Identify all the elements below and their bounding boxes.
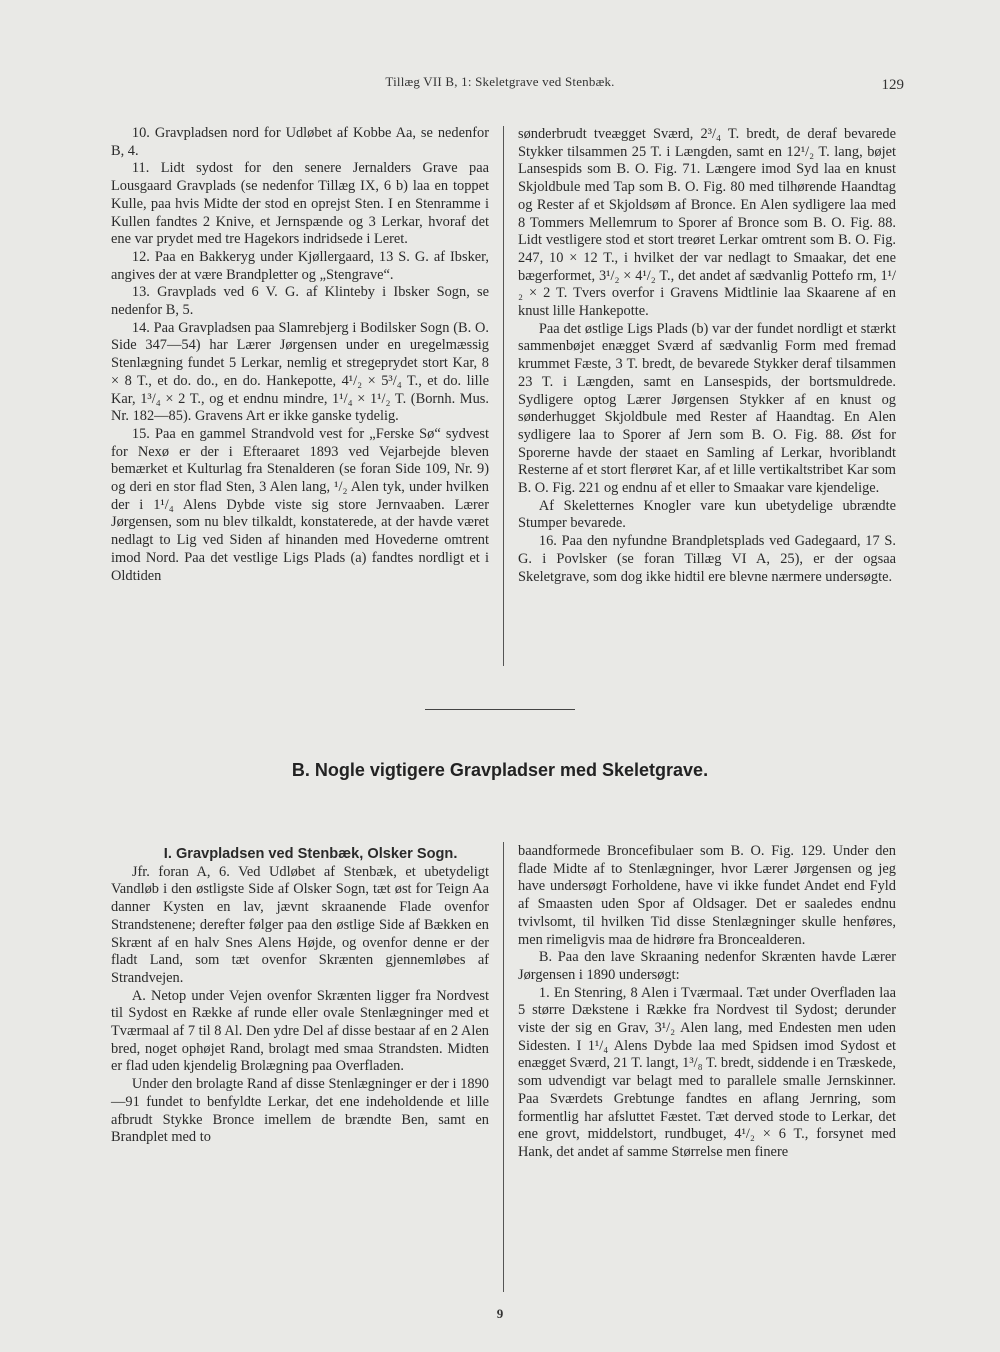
running-header xyxy=(0,74,1000,98)
section-divider xyxy=(425,709,575,710)
paragraph: 12. Paa en Bakkeryg under Kjøllergaard, 13 S. G. af Ibsker, angives der at være Brandpletter og „Stengrave“. xyxy=(111,248,489,283)
column-divider xyxy=(503,842,504,1292)
paragraph: baandformede Broncefibulaer som B. O. Fig. 129. Under den flade Midte af to Stenlægninger, hvor Lærer Jørgensen og jeg have undersøgt Forholdene, have vi ikke fundet Andet end Fyld af Smaasten uden Spor af Oldsager. Det er saaledes endnu tvivlsomt, til hvilken Tid disse Stenlægninger skulle henføres, men rimeligvis maa de hidrøre fra Broncealderen. xyxy=(518,843,896,948)
section-title: B. Nogle vigtigere Gravpladser med Skeletgrave. xyxy=(291,760,709,780)
paragraph: B. Paa den lave Skraaning nedenfor Skrænten havde Lærer Jørgensen i 1890 undersøgt: xyxy=(518,949,896,983)
paragraph: Paa det østlige Ligs Plads (b) var der fundet nordligt et stærkt sammenbøjet enægget Sværd af sædvanlig Form med fremad krummet Fæste, 3 T. bredt, de bevarede Stykker deraf tilsammen 23 T. i Længden, samt en Lansespids, der bortsmuldrede. Sydligere optog Lærer Jørgensen Stykker af en knust og sønderhugget Skjoldbule med Rester af Haandtag. En Alen sydligere laa to Sporer af Jern som B. O. Fig. 88. Øst for Sporerne havde der staaet en Samling af Lerkar, hvoriblandt Resterne af et stort flerøret Kar, af et lille vertikaltstribet Kar som B. O. Fig. 221 og endnu af et eller to Smaakar vare kjendelige. xyxy=(518,320,896,497)
bottom-right-column xyxy=(518,843,896,1162)
signature-mark: 9 xyxy=(496,1306,504,1321)
paragraph: 1. En Stenring, 8 Alen i Tværmaal. Tæt under Overfladen laa 5 større Dækstene i Række fra Nordvest til Sydost; derunder viste der sig en Grav, 3¹/₂ Alen lang, med Endesten men uden Sidesten. I 1¹/₄ Alens Dybde laa med Spidsen imod Sydost et enægget Sværd, 21 T. langt, 1³/₈ T. bredt, siddende i en Træskede, som udvendigt var belagt med to parallele smalle Jernskinner. Paa Sværdets Grebtunge fandtes en aflang Jernring, som formentlig har afsluttet Fæstet. Tæt derved stode to Lerkar, det ene grovt, middelstort, rundbuget, 4¹/₂ × 6 T., forsynet med Hank, det andet af samme Størrelse men finere xyxy=(518,984,896,1160)
column-divider xyxy=(503,126,504,666)
paragraph: 11. Lidt sydost for den senere Jernalders Grave paa Lousgaard Gravplads (se nedenfor Tillæg IX, 6 b) laa en toppet Kulle, paa hvis Midte der stod en oprejst Sten. I en Stenramme i Kullen fandtes 2 Knive, et Jernspænde og 3 Lerkar, hvoraf det ene var prydet med tre Hagekors indridsede i Leret. xyxy=(111,160,489,248)
paragraph: 10. Gravpladsen nord for Udløbet af Kobbe Aa, se nedenfor B, 4. xyxy=(111,125,489,159)
paragraph: 15. Paa en gammel Strandvold vest for „Ferske Sø“ sydvest for Nexø er der i Efteraaret 1893 ved Vejarbejde bleven bemærket et Kulturlag fra Stenalderen (se foran Side 109, Nr. 9) og deri en stor flad Sten, 3 Alen lang, ¹/₂ Alen tyk, under hvilken der i 1¹/₄ Alens Dybde viste sig store Jernvaaben. Lærer Jørgensen, som nu blev tilkaldt, konstaterede, at der havde været nedlagt to Lig ved Siden af hinanden med Hovederne omtrent imod Nord. Paa det vestlige Ligs Plads (a) fandtes nordligt et i Oldtiden xyxy=(111,425,489,584)
subsection-title: I. Gravpladsen ved Stenbæk, Olsker Sogn. xyxy=(163,846,458,862)
paragraph: Af Skeletternes Knogler vare kun ubetydelige ubrændte Stumper bevarede. xyxy=(518,497,896,532)
paragraph: 16. Paa den nyfundne Brandpletsplads ved Gadegaard, 17 S. G. i Povlsker (se foran Tillæg VI A, 25), er der ogsaa Skeletgrave, som dog ikke hidtil ere blevne nærmere undersøgte. xyxy=(518,533,896,585)
paragraph: 14. Paa Gravpladsen paa Slamrebjerg i Bodilsker Sogn (B. O. Side 347—54) har Lærer Jørgensen under en uregelmæssig Stenlægning fundet 5 Lerkar, nemlig et stregeprydet stort Kar, 8 × 8 T., et do. do., en do. Hankepotte, 4¹/₂ × 5³/₄ T., et do. lille Kar, 1³/₄ × 2 T., og et endnu mindre, 1¹/₄ × 1¹/₂ T. (Bornh. Mus. Nr. 182—85). Gravens Art er ikke ganske tydelig. xyxy=(111,319,489,425)
paragraph: A. Netop under Vejen ovenfor Skrænten ligger fra Nordvest til Sydost en Række af runde eller ovale Stenlægninger med et Tværmaal af 7 til 8 Al. Den ydre Del af disse bestaar af en 2 Alen bred, noget ophøjet Rand, brolagt med smaa Strandsten. Midten er flad uden kjendelig Brolægning paa Overfladen. xyxy=(111,987,489,1075)
page-number: 129 xyxy=(881,77,904,93)
top-left-column xyxy=(111,125,489,585)
paragraph: 13. Gravplads ved 6 V. G. af Klinteby i Ibsker Sogn, se nedenfor B, 5. xyxy=(111,284,489,319)
paragraph: Jfr. foran A, 6. Ved Udløbet af Stenbæk, et ubetydeligt Vandløb i den østligste Side af Olsker Sogn, tæt øst for Teign Aa danner Kysten en lav, jævnt skraanende Flade ovenfor Strandstenene; derefter følger paa den østlige Side af Bækken en Skrænt af en halv Snes Alens Højde, og ovenfor denne er der fladt Land, som tæt ovenfor Skrænten gjennemløbes af Strandvejen. xyxy=(111,863,489,986)
paragraph: Under den brolagte Rand af disse Stenlægninger er der i 1890—91 fundet to benfyldte Lerkar, det ene indeholdende et lille afbrudt Stykke Bronce imellem de brændte Ben, samt en Brandplet med to xyxy=(111,1076,489,1146)
bottom-left-column xyxy=(111,846,489,1147)
paragraph: sønderbrudt tveægget Sværd, 2³/₄ T. bredt, de deraf bevarede Stykker tilsammen 25 T. i Længden, samt en 12¹/₂ T. lang, bøjet Lansespids som B. O. Fig. 71. Længere imod Syd laa en knust Skjoldbule med Tap som B. O. Fig. 80 med tilhørende Haandtag og Rester af et Skjoldsøm af Bronce. En Alen sydligere laa med 8 Tommers Mellemrum to Sporer af Bronce som B. O. Fig. 88. Lidt vestligere stod et stort treøret Lerkar omtrent som B. O. Fig. 247, 10 × 12 T., i hvilket der var nedlagt to Smaakar, det ene bægerformet, 3¹/₂ × 4¹/₂ T., det andet af sædvanlig Pottefo rm, 1¹/₂ × 2 T. Tvers overfor i Gravens Midtlinie laa Skaarene af en knust lille Hankepotte. xyxy=(518,126,896,320)
running-title: Tillæg VII B, 1: Skeletgrave ved Stenbæk. xyxy=(385,74,615,89)
top-right-column xyxy=(518,126,896,586)
